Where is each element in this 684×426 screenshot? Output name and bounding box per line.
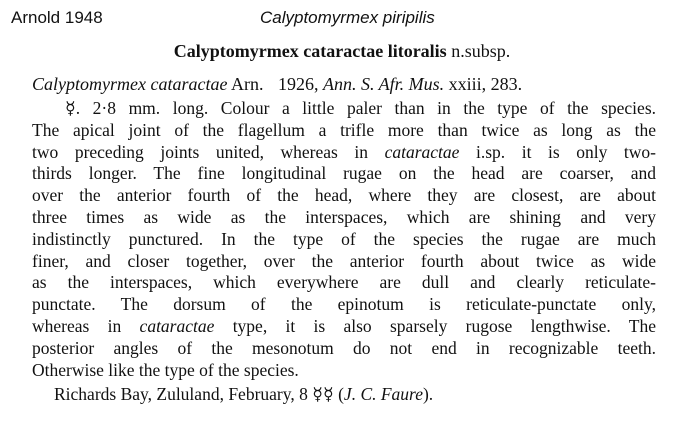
document-page: Arnold 1948 Calyptomyrmex piripilis Calyptomyrmex cataractae litoralis n.subsp. Calyptomyrmex cataractae Arn. 1926, Ann. S. Afr. Mus. xxiii, 283. ☿. 2·8 mm. long. Colour a little paler than in the type of the species. The apical joint of the flagellum a trifle more than twice as long as the two preceding joints united, whereas in cataractae i.sp. it is only two- thirds longer. The fine longitudinal rugae on the head are coarser, and over the anterior fourth of the head, where they are closest, are about three times as wide as the interspaces, which are shining and very indistinctly punctured. In the type of the species the rugae are much finer, and closer together, over the anterior fourth about twice as wide as the interspaces, which everywhere are dull and clearly reticulate- punctate. The dorsum of the epinotum is reticulate-punctate only, whereas in cataractae type, it is also sparsely rugose lengthwise. The posterior angles of the mesonotum do not end in recognizable teeth. Otherwise like the type of the species. Richards Bay, Zululand, February, 8 ☿☿ (J. C. Faure). <box>0 0 684 426</box>
description-line: thirds longer. The fine longitudinal rugae on the head are coarser, and <box>32 163 656 184</box>
taxon-title <box>0 41 684 62</box>
reference-author: Arn. <box>230 74 264 94</box>
locality-collector: J. C. Faure <box>343 384 423 404</box>
description-line: Otherwise like the type of the species. <box>32 359 299 380</box>
reference-journal: Ann. S. Afr. Mus. <box>322 74 445 94</box>
description-line: punctate. The dorsum of the epinotum is reticulate-punctate only, <box>32 294 656 315</box>
description-line: posterior angles of the mesonotum do not end in recognizable teeth. <box>32 337 656 358</box>
header-species: Calyptomyrmex piripilis <box>260 8 435 27</box>
description-body <box>32 98 656 381</box>
description-line: three times as wide as the interspaces, which are shining and very <box>32 206 656 227</box>
reference-volume: xxiii, 283. <box>448 74 523 94</box>
description-line: two preceding joints united, whereas in cataractae i.sp. it is only two- <box>32 141 656 162</box>
taxon-name: Calyptomyrmex cataractae litoralis <box>173 41 447 61</box>
description-line: whereas in cataractae type, it is also sparsely rugose lengthwise. The <box>32 315 656 336</box>
taxon-status: n.subsp. <box>451 41 511 61</box>
header-author-year: Arnold 1948 <box>11 8 103 27</box>
reference-citation <box>32 74 522 95</box>
description-line: ☿. 2·8 mm. long. Colour a little paler than in the type of the species. <box>65 98 656 118</box>
reference-taxon: Calyptomyrmex cataractae <box>32 74 228 94</box>
locality-text: Richards Bay, Zululand, February, 8 ☿☿ ( <box>54 384 344 404</box>
description-line: indistinctly punctured. In the type of the species the rugae are much <box>32 228 656 249</box>
description-line: as the interspaces, which everywhere are dull and clearly reticulate- <box>32 272 656 293</box>
description-line: The apical joint of the flagellum a trifle more than twice as long as the <box>32 119 656 140</box>
description-line: finer, and closer together, over the anterior fourth about twice as wide <box>32 250 656 271</box>
description-line: over the anterior fourth of the head, where they are closest, are about <box>32 185 656 206</box>
reference-year: 1926, <box>277 74 319 94</box>
